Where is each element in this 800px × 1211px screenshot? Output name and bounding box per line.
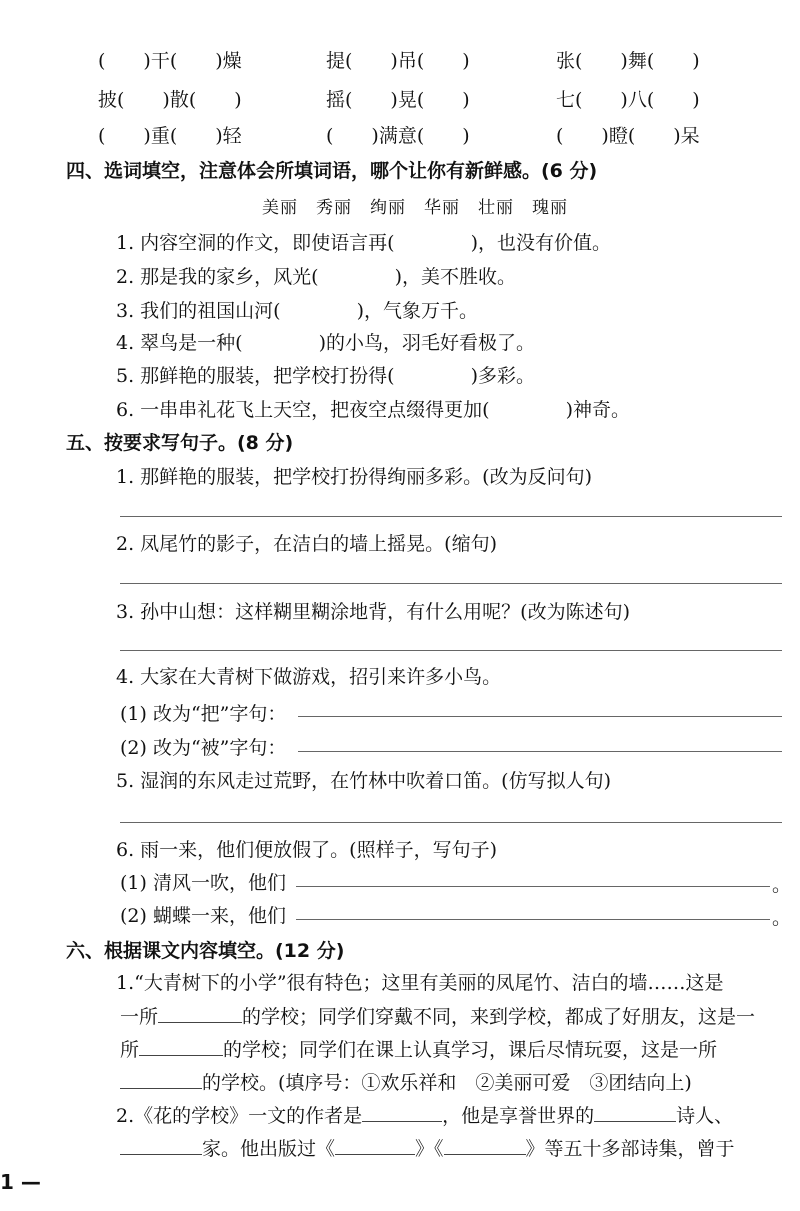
s4-item-6: 6. 一串串礼花飞上天空，把夜空点缀得更加( )神奇。 (116, 399, 630, 421)
s6-q1-line2-a: 一所 (120, 1006, 159, 1028)
s5-q6: 6. 雨一来，他们便放假了。(照样子，写句子) (116, 839, 497, 861)
s5-q4-1: (1) 改为“把”字句： (120, 703, 287, 725)
answer-line-q6-1[interactable] (296, 886, 770, 887)
answer-line-q4-2[interactable] (298, 751, 782, 752)
word-row-2-col-3: 七( )八( ) (556, 89, 700, 111)
section-5-title: 五、按要求写句子。(8 分) (66, 432, 294, 454)
answer-line-q1[interactable] (120, 516, 782, 517)
s6-q1-line3 (120, 1035, 717, 1062)
answer-line-q4-1[interactable] (298, 716, 782, 717)
s6-q2-line1-c: 诗人、 (676, 1105, 734, 1127)
blank-author[interactable] (362, 1103, 442, 1122)
section-4-title: 四、选词填空，注意体会所填词语，哪个让你有新鲜感。(6 分) (66, 160, 598, 182)
word-row-2-col-1: 披( )散( ) (98, 89, 242, 111)
word-choices: 美丽 秀丽 绚丽 华丽 壮丽 瑰丽 (262, 198, 568, 218)
s6-q2-line2-b: 》《 (415, 1138, 444, 1160)
blank-1[interactable] (158, 1004, 242, 1023)
blank-profession[interactable] (120, 1136, 202, 1155)
word-row-3-col-1: ( )重( )轻 (98, 125, 242, 147)
s5-q2: 2. 凤尾竹的影子，在洁白的墙上摇晃。(缩句) (116, 533, 497, 555)
word-row-1-col-2: 提( )吊( ) (326, 50, 470, 72)
s4-item-4: 4. 翠鸟是一种( )的小鸟，羽毛好看极了。 (116, 332, 535, 354)
s6-q1-line3-a: 所 (120, 1039, 140, 1061)
s5-q5: 5. 湿润的东风走过荒野，在竹林中吹着口笛。(仿写拟人句) (116, 770, 611, 792)
word-row-1-col-3: 张( )舞( ) (556, 50, 700, 72)
answer-line-q6-2[interactable] (296, 919, 770, 920)
s5-q3: 3. 孙中山想：这样糊里糊涂地背，有什么用呢？(改为陈述句) (116, 601, 630, 623)
s6-q2-line1 (116, 1101, 733, 1128)
word-row-3-col-3: ( )瞪( )呆 (556, 125, 700, 147)
answer-line-q3[interactable] (120, 650, 782, 651)
s6-q1-line4-b: 的学校。(填序号：①欢乐祥和 ②美丽可爱 ③团结向上) (202, 1072, 692, 1094)
s6-q1-line3-b: 的学校；同学们在课上认真学习，课后尽情玩耍，这是一所 (223, 1039, 718, 1061)
s4-item-5: 5. 那鲜艳的服装，把学校打扮得( )多彩。 (116, 365, 535, 387)
s6-q1-line2 (120, 1002, 755, 1029)
answer-line-q2[interactable] (120, 583, 782, 584)
s4-item-3: 3. 我们的祖国山河( )，气象万千。 (116, 300, 478, 322)
page-number: 1 — (0, 1170, 41, 1194)
blank-2[interactable] (139, 1037, 223, 1056)
s6-q2-line2-a: 家。他出版过《 (202, 1138, 336, 1160)
s6-q2-line2-c: 》等五十多部诗集，曾于 (525, 1138, 735, 1160)
s5-q6-1: (1) 清风一吹，他们 (120, 872, 286, 894)
blank-country[interactable] (594, 1103, 676, 1122)
blank-book-1[interactable] (335, 1136, 415, 1155)
s6-q1-line4 (120, 1068, 692, 1095)
s5-q4: 4. 大家在大青树下做游戏，招引来许多小鸟。 (116, 666, 502, 688)
s6-q1-line1: 1.“大青树下的小学”很有特色；这里有美丽的凤尾竹、洁白的墙……这是 (116, 972, 724, 994)
s6-q2-line1-a: 2.《花的学校》一文的作者是 (116, 1105, 363, 1127)
s6-q2-line2 (120, 1134, 735, 1161)
word-row-2-col-2: 摇( )晃( ) (326, 89, 470, 111)
answer-line-q5[interactable] (120, 822, 782, 823)
s5-q6-2-period: 。 (772, 907, 792, 929)
s6-q2-line1-b: ，他是享誉世界的 (442, 1105, 595, 1127)
s5-q6-2: (2) 蝴蝶一来，他们 (120, 905, 286, 927)
s6-q1-line2-b: 的学校；同学们穿戴不同，来到学校，都成了好朋友，这是一 (242, 1006, 756, 1028)
blank-book-2[interactable] (444, 1136, 526, 1155)
blank-3[interactable] (120, 1070, 202, 1089)
word-row-3-col-2: ( )满意( ) (326, 125, 470, 147)
s5-q4-2: (2) 改为“被”字句： (120, 737, 287, 759)
s4-item-2: 2. 那是我的家乡，风光( )，美不胜收。 (116, 266, 516, 288)
section-6-title: 六、根据课文内容填空。(12 分) (66, 940, 345, 962)
s5-q1: 1. 那鲜艳的服装，把学校打扮得绚丽多彩。(改为反问句) (116, 466, 592, 488)
word-row-1-col-1: ( )干( )燥 (98, 50, 242, 72)
s5-q6-1-period: 。 (772, 874, 792, 896)
s4-item-1: 1. 内容空洞的作文，即使语言再( )，也没有价值。 (116, 232, 611, 254)
